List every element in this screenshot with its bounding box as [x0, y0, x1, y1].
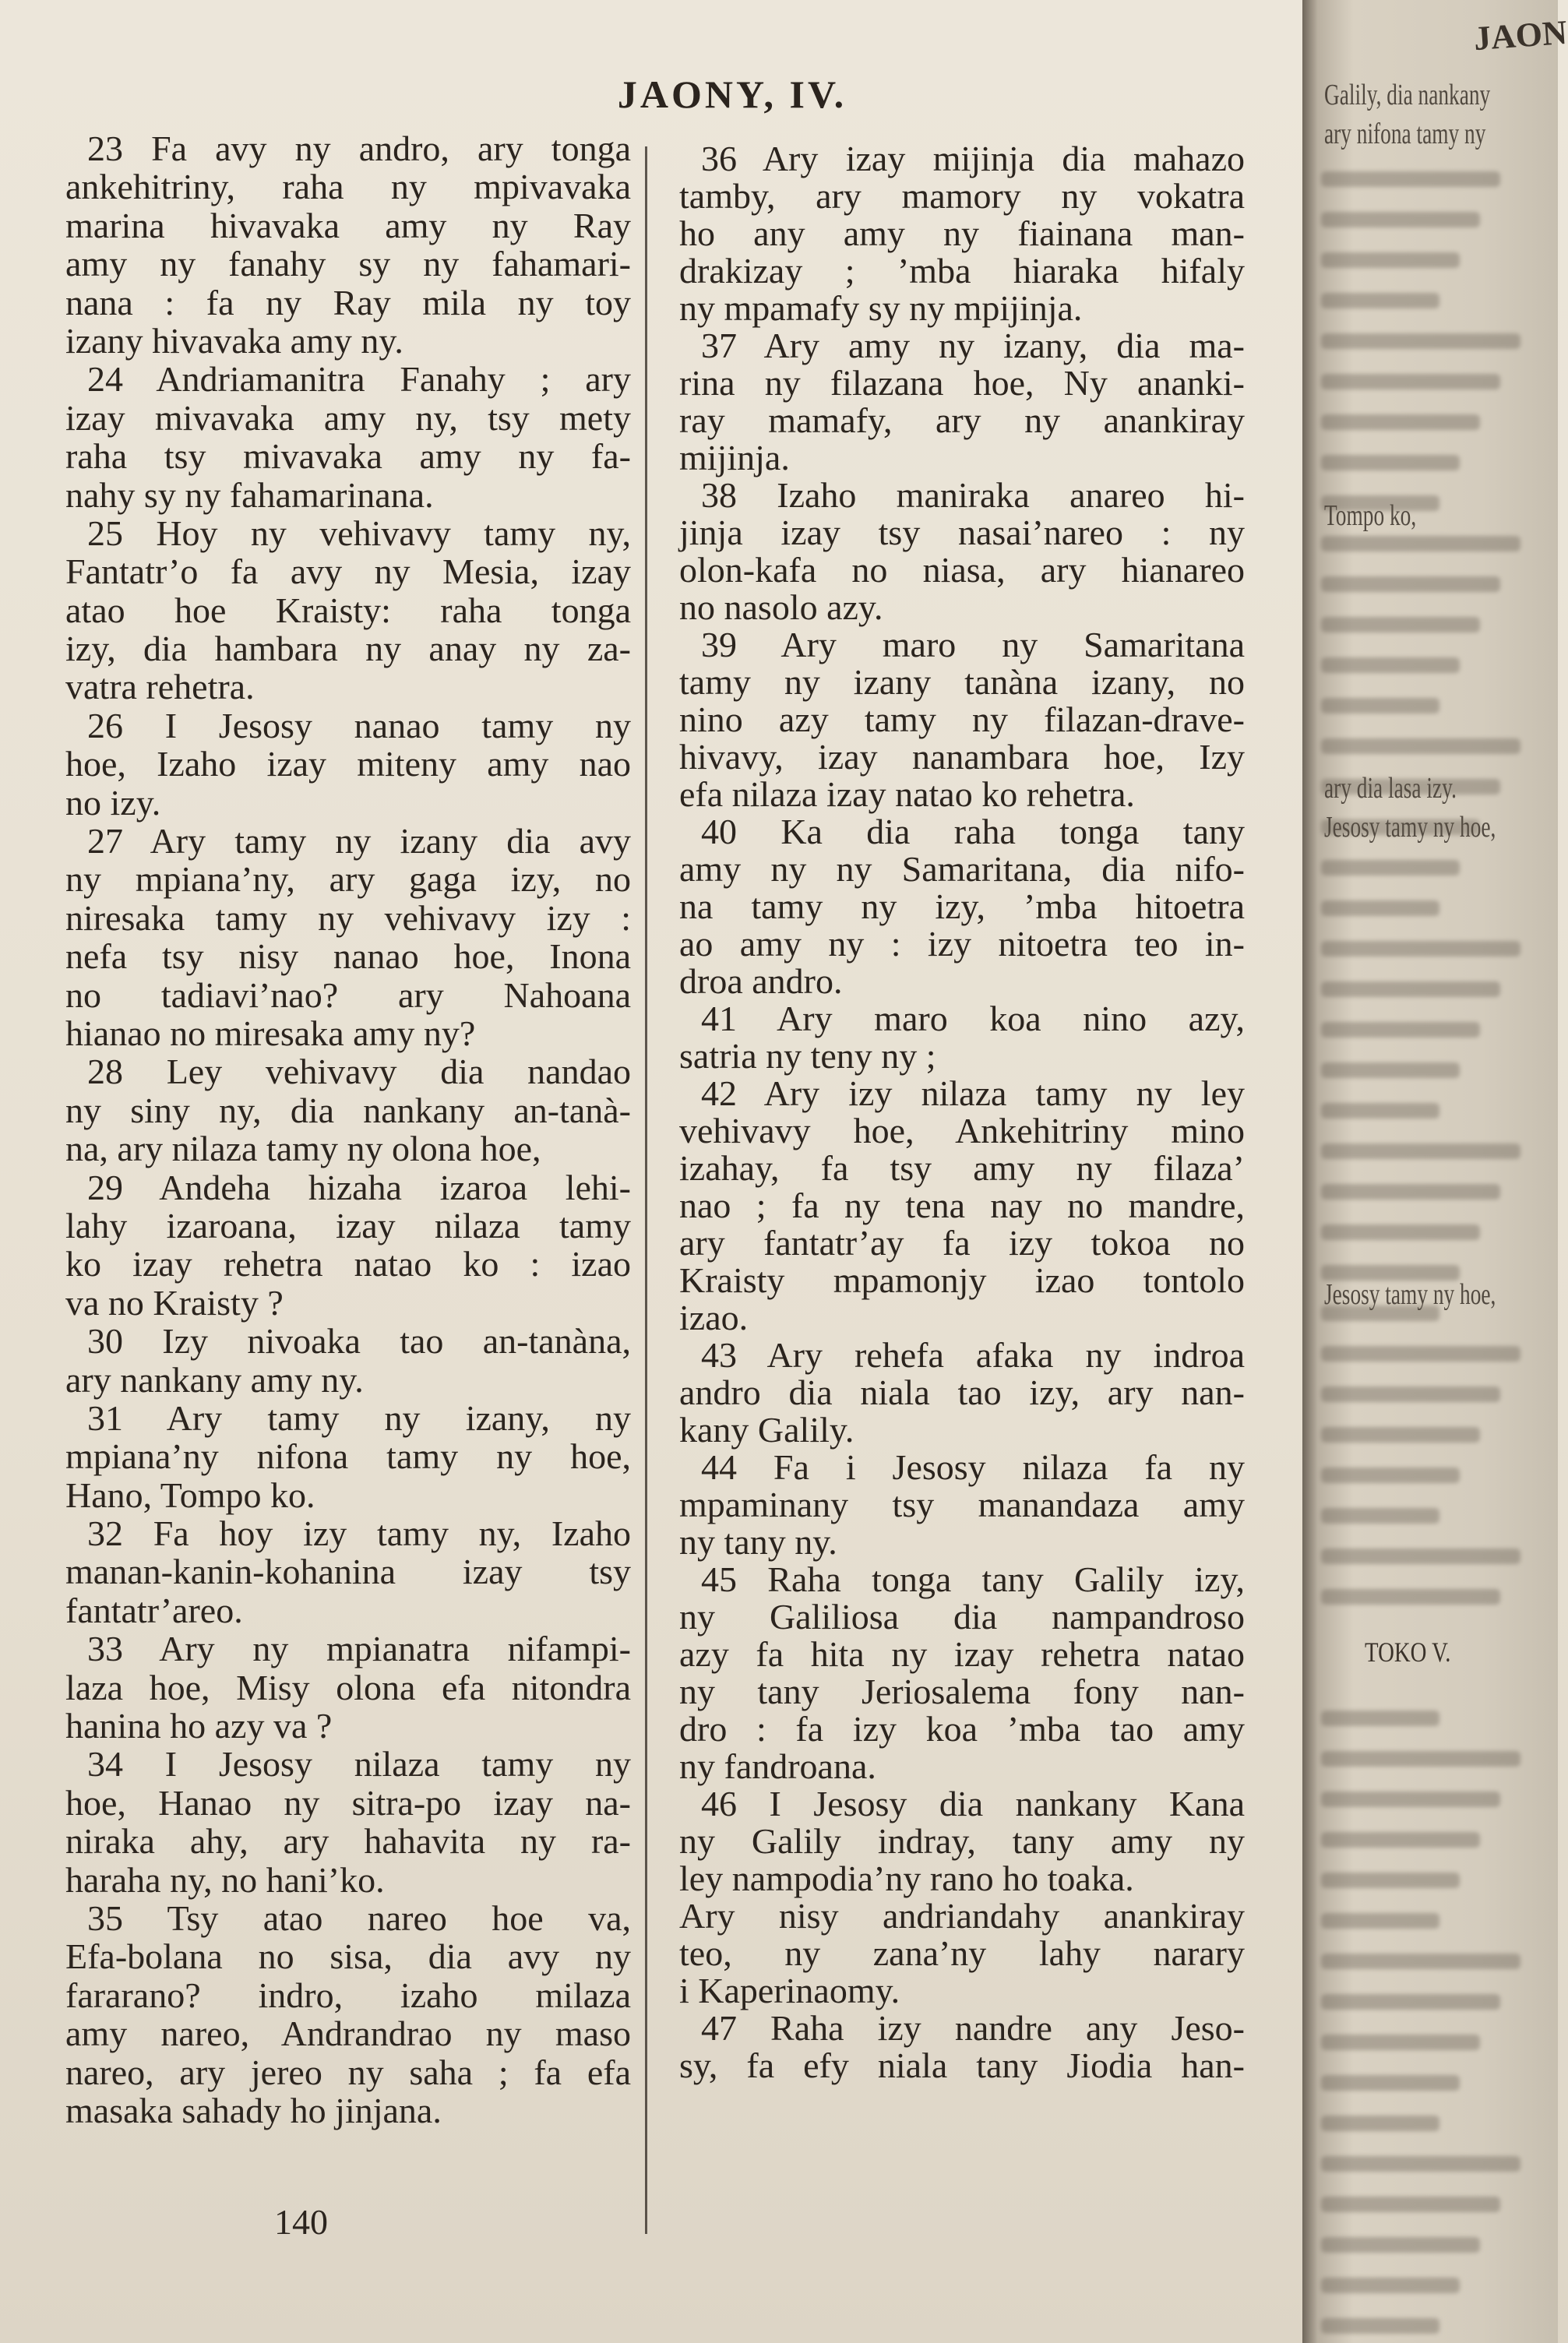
text-line: ny tany Jeriosalema fony nan- — [679, 1672, 1245, 1711]
verse-start-line: 29 Andeha hizaha izaroa lehi- — [87, 1167, 631, 1207]
facing-text-blur — [1321, 941, 1520, 957]
text-line: amy ny ny Samaritana, dia nifo- — [679, 849, 1245, 889]
text-line: mpiana’ny nifona tamy ny hoe, — [65, 1436, 631, 1477]
verse-start-line: 30 Izy nivoaka tao an-tanàna, — [87, 1321, 631, 1362]
text-line: ary nankany amy ny. — [65, 1359, 364, 1400]
text-line: ny tany ny. — [679, 1522, 837, 1562]
facing-text-blur — [1321, 455, 1460, 470]
facing-text-blur — [1321, 1103, 1439, 1119]
text-line: hianao no miresaka amy ny? — [65, 1013, 476, 1053]
text-line: amy ny fanahy sy ny fahamari- — [65, 244, 631, 284]
facing-running-title: JAON — [1472, 12, 1568, 58]
facing-text-blur — [1321, 2156, 1520, 2172]
text-line: mpaminany tsy manandaza amy — [679, 1485, 1245, 1524]
facing-text-blur — [1321, 860, 1460, 876]
text-line: nahy sy ny fahamarinana. — [65, 474, 434, 515]
text-line: azy fa hita ny izay rehetra natao — [679, 1634, 1245, 1674]
facing-text-blur — [1321, 1508, 1439, 1524]
verse-start-line: 27 Ary tamy ny izany dia avy — [87, 821, 631, 861]
text-line: izay mivavaka amy ny, tsy mety — [65, 397, 631, 438]
text-line: atao hoe Kraisty: raha tonga — [65, 590, 631, 630]
facing-text-blur — [1321, 2237, 1480, 2253]
facing-text-blur — [1321, 1386, 1500, 1402]
text-line: ny mpiana’ny, ary gaga izy, no — [65, 859, 631, 900]
text-line: izany hivavaka amy ny. — [65, 320, 403, 361]
text-line: Kraisty mpamonjy izao tontolo — [679, 1260, 1245, 1300]
text-line: nana : fa ny Ray mila ny toy — [65, 282, 631, 322]
facing-text-blur — [1321, 1467, 1460, 1483]
verse-start-line: 28 Ley vehivavy dia nandao — [87, 1052, 631, 1092]
text-line: niraka ahy, ary hahavita ny ra- — [65, 1821, 631, 1862]
facing-text-blur — [1321, 2035, 1480, 2050]
facing-text-blur — [1321, 1022, 1480, 1038]
facing-text-blur — [1321, 1346, 1520, 1362]
text-line: Efa-bolana no sisa, dia avy ny — [65, 1936, 631, 1977]
facing-fragment: ary dia lasa izy. — [1324, 772, 1457, 805]
facing-text-blur — [1321, 414, 1480, 430]
text-line: droa andro. — [679, 961, 843, 1001]
text-line: no nasolo azy. — [679, 587, 883, 627]
column-divider — [645, 146, 647, 2234]
text-line: hoe, Hanao ny sitra-po izay na- — [65, 1782, 631, 1823]
text-line: ko izay rehetra natao ko : izao — [65, 1244, 631, 1284]
text-line: hanina ho azy va ? — [65, 1706, 333, 1746]
facing-text-blur — [1321, 171, 1500, 187]
facing-text-blur — [1321, 819, 1480, 835]
text-line: satria ny teny ny ; — [679, 1036, 936, 1076]
text-line: ley nampodia’ny rano ho toaka. — [679, 1859, 1134, 1898]
text-line: ny fandroana. — [679, 1746, 876, 1786]
text-line: jinja izay tsy nasai’nareo : ny — [679, 513, 1245, 552]
verse-start-line: 44 Fa i Jesosy nilaza fa ny — [701, 1447, 1245, 1487]
facing-fragment: Jesosy tamy ny hoe, — [1324, 1278, 1496, 1311]
facing-text-blur — [1321, 1832, 1480, 1848]
text-line: andro dia niala tao izy, ary nan- — [679, 1372, 1245, 1412]
text-line: drakizay ; ’mba hiaraka hifaly — [679, 251, 1245, 291]
running-title — [0, 72, 1309, 117]
verse-start-line: 26 I Jesosy nanao tamy ny — [87, 705, 631, 745]
verse-start-line: 39 Ary maro ny Samaritana — [701, 625, 1245, 664]
facing-text-blur — [1321, 2278, 1460, 2293]
text-line: ny Galiliosa dia nampandroso — [679, 1597, 1245, 1637]
text-line: izao. — [679, 1298, 749, 1337]
facing-text-blur — [1321, 1913, 1439, 1929]
facing-text-blur — [1321, 1548, 1520, 1564]
text-column-left — [65, 129, 631, 2130]
text-line: ankehitriny, raha ny mpivavaka — [65, 167, 631, 207]
verse-start-line: 24 Andriamanitra Fanahy ; ary — [87, 359, 631, 400]
page-number: 140 — [274, 2202, 328, 2242]
facing-text-blur — [1321, 617, 1480, 632]
facing-text-blur — [1321, 981, 1500, 997]
text-line: efa nilaza izay natao ko rehetra. — [679, 774, 1135, 814]
text-line: Hano, Tompo ko. — [65, 1475, 315, 1515]
text-line: ny Galily indray, tany amy ny — [679, 1821, 1245, 1861]
facing-text-blur — [1321, 2075, 1460, 2091]
text-line: ho any amy ny fiainana man- — [679, 213, 1245, 253]
text-line: hoe, Izaho izay miteny amy nao — [65, 744, 631, 784]
verse-start-line: 41 Ary maro koa nino azy, — [701, 999, 1245, 1038]
text-line: manan-kanin-kohanina izay tsy — [65, 1552, 631, 1592]
text-line: fararano? indro, izaho milaza — [65, 1975, 631, 2015]
text-line: hivavy, izay nanambara hoe, Izy — [679, 737, 1245, 777]
verse-start-line: 42 Ary izy nilaza tamy ny ley — [701, 1073, 1245, 1113]
verse-start-line: 23 Fa avy ny andro, ary tonga — [87, 129, 631, 168]
facing-text-blur — [1321, 293, 1439, 308]
text-line: ao amy ny : izy nitoetra teo in- — [679, 924, 1245, 964]
text-line: tamy ny izany tanàna izany, no — [679, 662, 1245, 702]
text-line: no izy. — [65, 782, 161, 823]
text-line: na tamy ny izy, ’mba hitoetra — [679, 886, 1245, 926]
text-line: niresaka tamy ny vehivavy izy : — [65, 897, 631, 938]
facing-text-blur — [1321, 1589, 1500, 1605]
verse-start-line: 33 Ary ny mpianatra nifampi- — [87, 1629, 631, 1669]
text-line: ray mamafy, ary ny anankiray — [679, 400, 1245, 440]
facing-text-blur — [1321, 1143, 1520, 1159]
text-line: tamby, ary mamory ny vokatra — [679, 176, 1245, 216]
facing-fragment: Galily, dia nankany — [1324, 79, 1491, 111]
facing-text-blur — [1321, 576, 1500, 592]
facing-text-blur — [1321, 2318, 1439, 2334]
text-line: Ary nisy andriandahy anankiray — [679, 1896, 1245, 1936]
text-line: rina ny filazana hoe, Ny ananki- — [679, 363, 1245, 403]
text-line: marina hivavaka amy ny Ray — [65, 205, 631, 245]
verse-start-line: 34 I Jesosy nilaza tamy ny — [87, 1744, 631, 1785]
text-line: kany Galily. — [679, 1410, 854, 1450]
facing-text-blur — [1321, 1265, 1460, 1281]
facing-fragment: Jesosy tamy ny hoe, — [1324, 811, 1496, 844]
verse-start-line: 40 Ka dia raha tonga tany — [701, 812, 1245, 851]
facing-text-blur — [1321, 1751, 1520, 1767]
text-line: nino azy tamy ny filazan-drave- — [679, 699, 1245, 739]
facing-text-blur — [1321, 252, 1460, 268]
facing-text-blur — [1321, 212, 1480, 227]
text-line: va no Kraisty ? — [65, 1282, 284, 1323]
text-line: olon-kafa no niasa, ary hianareo — [679, 550, 1245, 590]
text-line: izy, dia hambara ny anay ny za- — [65, 629, 631, 669]
text-line: teo, ny zana’ny lahy narary — [679, 1933, 1245, 1973]
text-line: vatra rehetra. — [65, 667, 255, 707]
facing-text-blur — [1321, 738, 1520, 754]
verse-start-line: 32 Fa hoy izy tamy ny, Izaho — [87, 1513, 631, 1554]
verse-start-line: 46 I Jesosy dia nankany Kana — [701, 1784, 1245, 1823]
text-line: ary fantatr’ay fa izy tokoa no — [679, 1223, 1245, 1263]
facing-text-blur — [1321, 495, 1439, 511]
text-line: haraha ny, no hani’ko. — [65, 1859, 385, 1900]
text-line: Fantatr’o fa avy ny Mesia, izay — [65, 551, 631, 592]
text-line: ny siny ny, dia nankany an-tanà- — [65, 1090, 631, 1130]
facing-text-blur — [1321, 2116, 1439, 2131]
facing-chapter-heading: TOKO V. — [1365, 1637, 1451, 1668]
facing-text-blur — [1321, 2197, 1500, 2212]
verse-start-line: 45 Raha tonga tany Galily izy, — [701, 1559, 1245, 1599]
verse-start-line: 43 Ary rehefa afaka ny indroa — [701, 1335, 1245, 1375]
facing-text-blur — [1321, 779, 1500, 795]
facing-text-blur — [1321, 1224, 1480, 1240]
verse-start-line: 36 Ary izay mijinja dia mahazo — [701, 139, 1245, 178]
facing-text-blur — [1321, 536, 1520, 551]
text-line: nefa tsy nisy nanao hoe, Inona — [65, 936, 631, 977]
facing-text-blur — [1321, 1184, 1500, 1200]
text-column-right — [679, 140, 1245, 2084]
facing-text-blur — [1321, 1954, 1520, 1969]
facing-text-blur — [1321, 374, 1500, 389]
text-line: masaka sahady ho jinjana. — [65, 2090, 442, 2130]
text-line: no tadiavi’nao? ary Nahoana — [65, 974, 631, 1015]
facing-text-blur — [1321, 1873, 1460, 1888]
verse-start-line: 38 Izaho maniraka anareo hi- — [701, 475, 1245, 515]
text-line: lahy izaroana, izay nilaza tamy — [65, 1205, 631, 1245]
verse-start-line: 35 Tsy atao nareo hoe va, — [87, 1897, 631, 1938]
text-line: amy nareo, Andrandrao ny maso — [65, 2014, 631, 2054]
facing-text-blur — [1321, 1305, 1439, 1321]
text-line: raha tsy mivavaka amy ny fa- — [65, 436, 631, 477]
facing-text-blur — [1321, 333, 1520, 349]
text-line: laza hoe, Misy olona efa nitondra — [65, 1667, 631, 1707]
facing-text-blur — [1321, 1062, 1460, 1078]
facing-fragment: Tompo ko, — [1324, 499, 1417, 532]
verse-start-line: 31 Ary tamy ny izany, ny — [87, 1397, 631, 1438]
facing-text-blur — [1321, 1427, 1480, 1443]
text-line: izahay, fa tsy amy ny filaza’ — [679, 1148, 1245, 1188]
text-line: nareo, ary jereo ny saha ; fa efa — [65, 2052, 631, 2092]
text-line: dro : fa izy koa ’mba tao amy — [679, 1709, 1245, 1749]
facing-page-edge — [1302, 0, 1568, 2343]
text-line: i Kaperinaomy. — [679, 1971, 900, 2010]
facing-text-blur — [1321, 1994, 1500, 2010]
facing-text-blur — [1321, 1792, 1500, 1807]
text-line: fantatr’areo. — [65, 1590, 243, 1630]
verse-start-line: 47 Raha izy nandre any Jeso- — [701, 2008, 1245, 2048]
verse-start-line: 25 Hoy ny vehivavy tamy ny, — [87, 513, 631, 553]
facing-fragment: ary nifona tamy ny — [1324, 118, 1486, 150]
facing-text-blur — [1321, 698, 1439, 713]
text-line: mijinja. — [679, 438, 790, 477]
facing-text-blur — [1321, 900, 1439, 916]
text-line: sy, fa efy niala tany Jiodia han- — [679, 2045, 1245, 2085]
text-line: ny mpamafy sy ny mpijinja. — [679, 288, 1083, 328]
facing-text-blur — [1321, 657, 1460, 673]
verse-start-line: 37 Ary amy ny izany, dia ma- — [701, 326, 1245, 365]
running-title-text: JAONY, IV. — [617, 72, 847, 116]
text-line: nao ; fa ny tena nay no mandre, — [679, 1186, 1245, 1225]
text-line: na, ary nilaza tamy ny olona hoe, — [65, 1129, 541, 1169]
facing-text-blur — [1321, 1711, 1439, 1726]
text-line: vehivavy hoe, Ankehitriny mino — [679, 1111, 1245, 1150]
